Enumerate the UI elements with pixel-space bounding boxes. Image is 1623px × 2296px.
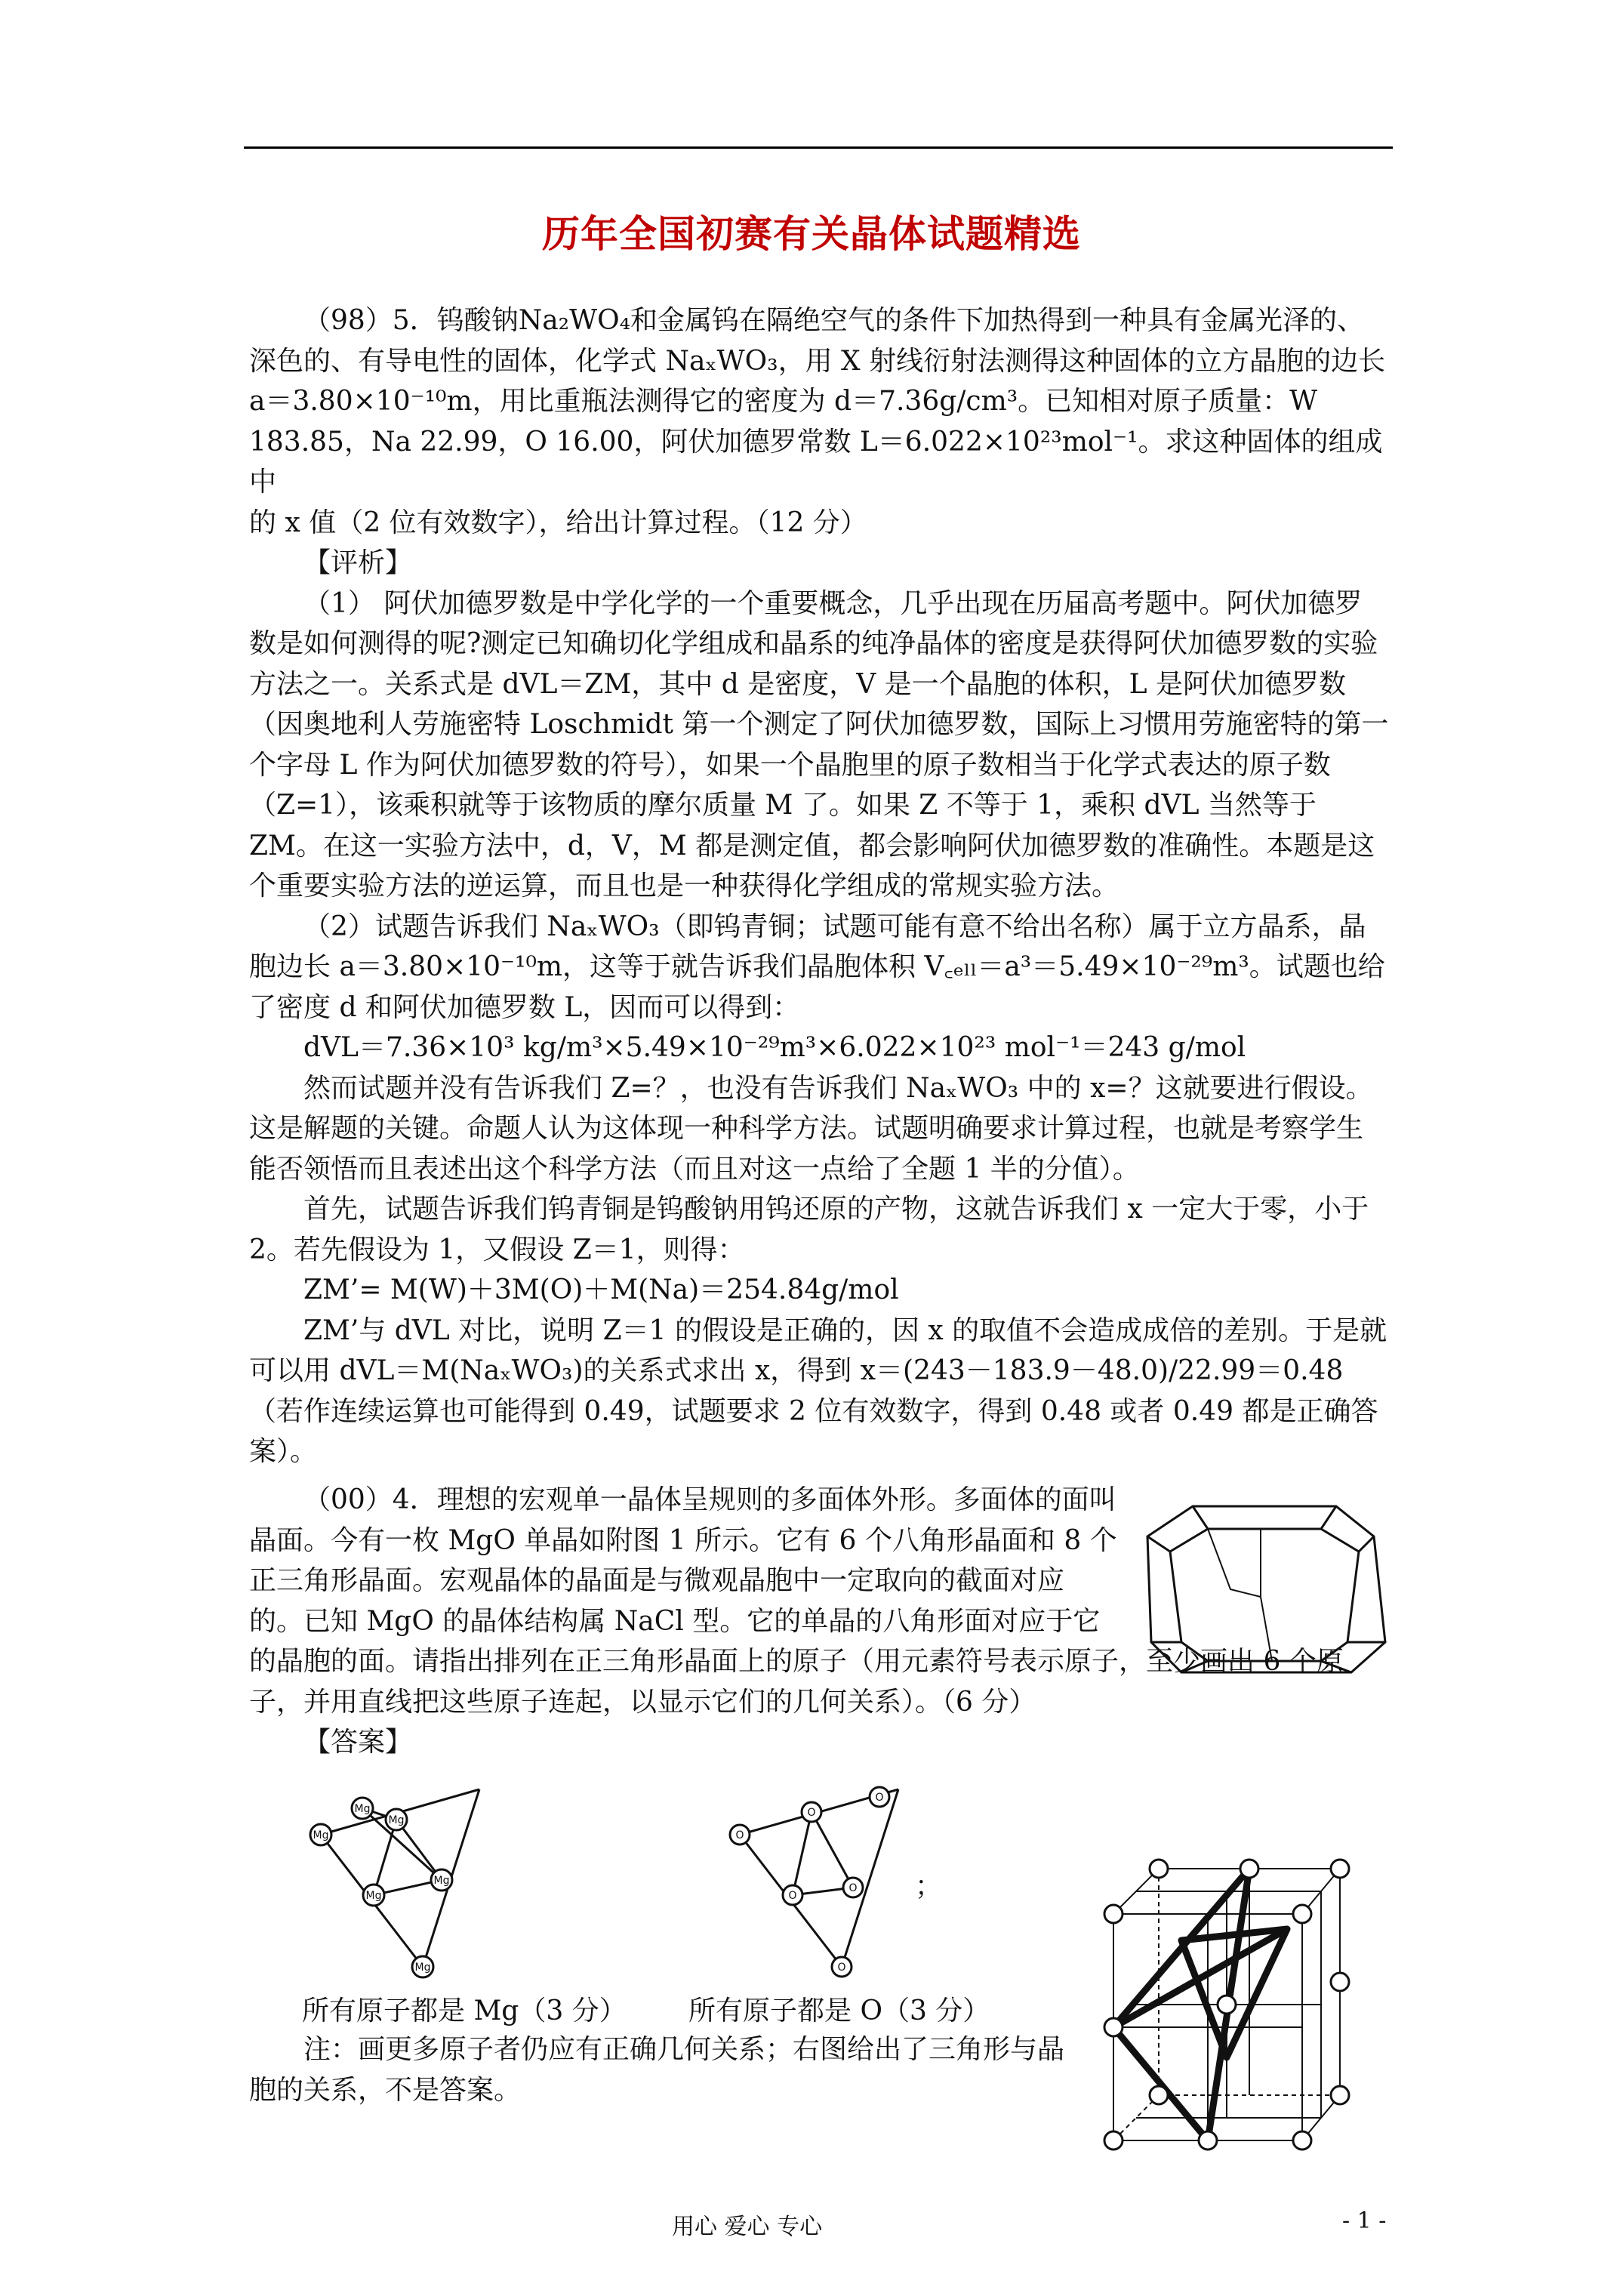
answer-mg-triangle — [291, 1782, 502, 1986]
mg-atom-label: Mg — [365, 1890, 382, 1902]
analysis-paragraph-4: 首先，试题告诉我们钨青铜是钨酸钠用钨还原的产物，这就告诉我们 x 一定大于零，小于 2。若先假设为 1，又假设 Z＝1，则得： — [249, 1194, 1369, 1265]
q00-text-cont: 的晶胞的面。请指出排列在正三角形晶面上的原子（用元素符号表示原子，至少画出 6 个原子，并用直线把这些原子连起，以显示它们的几何关系）。（6 分） — [249, 1646, 1344, 1718]
q98-line-1: （98）5．钨酸钠Na₂WO₄和金属钨在隔绝空气的条件下加热得到一种具有金属光泽的、 — [303, 305, 1365, 336]
q98-line-3: a＝3.80×10⁻¹⁰m，用比重瓶法测得它的密度为 d＝7.36g/cm³。已知相对原子质量：W — [249, 386, 1318, 417]
q98-line-2: 深色的、有导电性的固体，化学式 NaₓWO₃，用 X 射线衍射法测得这种固体的立方晶胞的边长 — [249, 345, 1386, 377]
analysis-paragraph-1: （1） 阿伏加德罗数是中学化学的一个重要概念，几乎出现在历届高考题中。阿伏加德罗数是如何测得的呢?测定已知确切化学组成和晶系的纯净晶体的密度是获得阿伏加德罗数的实验方法之一。关系式是 dVL＝ZM，其中 d 是密度，V 是一个晶胞的体积，L 是阿伏加德罗数（因奥地利人劳施密特 Loschmidt 第一个测定了阿伏加德罗数，国际上习惯用劳施密特的第一个字母 L 作为阿伏加德罗数的符号），如果一个晶胞里的原子数相当于化学式表达的原子数（Z=1），该乘积就等于该物质的摩尔质量 M 了。如果 Z 不等于 1，乘积 dVL 当然等于 ZM。在这一实验方法中，d，V，M 都是测定值，都会影响阿伏加德罗数的准确性。本题是这个重要实验方法的逆运算，而且也是一种获得化学组成的常规实验方法。 — [249, 587, 1389, 901]
question-98 — [249, 300, 1389, 1472]
answer-caption-mg: 所有原子都是 Mg（3 分） — [302, 1996, 627, 2026]
mgo-crystal-figure — [1140, 1491, 1389, 1680]
mg-atom-label: Mg — [313, 1829, 329, 1841]
analysis-equation-1: dVL＝7.36×10³ kg/m³×5.49×10⁻²⁹m³×6.022×10²³ mol⁻¹＝243 g/mol — [303, 1032, 1246, 1063]
mg-atom-label: Mg — [433, 1875, 450, 1887]
o-atom-label: O — [848, 1882, 858, 1894]
nacl-unit-cell-figure — [1098, 1846, 1363, 2163]
mg-atom-label: Mg — [388, 1814, 405, 1826]
header-rule — [244, 146, 1393, 149]
analysis-paragraph-2: （2）试题告诉我们 NaₓWO₃（即钨青铜；试题可能有意不给出名称）属于立方晶系，晶胞边长 a＝3.80×10⁻¹⁰m，这等于就告诉我们晶胞体积 V꜀ₑₗₗ＝a³＝5.49×10⁻²⁹m³。试题也给了密度 d 和阿伏加德罗数 L，因而可以得到： — [249, 911, 1385, 1023]
question-00 — [249, 1480, 1117, 1641]
footer-motto: 用心 爱心 专心 — [672, 2214, 823, 2240]
q00-text: （00）4．理想的宏观单一晶体呈规则的多面体外形。多面体的面叫晶面。今有一枚 MgO 单晶如附图 1 所示。它有 6 个八角形晶面和 8 个正三角形晶面。宏观晶体的晶面是与微观晶胞中一定取向的截面对应的。已知 MgO 的晶体结构属 NaCl 型。它的单晶的八角形面对应于它 — [249, 1484, 1117, 1637]
page-number: - 1 - — [1342, 2208, 1387, 2234]
mg-atom-label: Mg — [414, 1962, 431, 1974]
answer-separator: ； — [915, 1871, 943, 1902]
analysis-equation-2: ZM’= M(W)＋3M(O)＋M(Na)＝254.84g/mol — [303, 1274, 899, 1305]
answer-note-block — [249, 2029, 1087, 2110]
analysis-heading: 【评析】 — [303, 547, 413, 578]
answer-caption-o: 所有原子都是 O（3 分） — [688, 1996, 990, 2026]
analysis-paragraph-5: ZM’与 dVL 对比，说明 Z＝1 的假设是正确的，因 x 的取值不会造成成倍的差别。于是就可以用 dVL＝M(NaₓWO₃)的关系式求出 x，得到 x＝(243－183.9－48.0)/22.99＝0.48（若作连续运算也可能得到 0.49，试题要求 2 位有效数字，得到 0.48 或者 0.49 都是正确答案）。 — [249, 1314, 1387, 1467]
answer-note: 注：画更多原子者仍应有正确几何关系；右图给出了三角形与晶胞的关系，不是答案。 — [249, 2034, 1065, 2106]
mg-atom-label: Mg — [354, 1803, 371, 1815]
o-atom-label: O — [788, 1890, 797, 1902]
o-atom-label: O — [837, 1962, 846, 1974]
answer-heading: 【答案】 — [303, 1727, 413, 1758]
o-atom-label: O — [875, 1792, 884, 1804]
answer-o-triangle — [721, 1782, 917, 1986]
q98-line-5: 的 x 值（2 位有效数字），给出计算过程。（12 分） — [249, 507, 867, 538]
q98-line-4: 183.85，Na 22.99，O 16.00，阿伏加德罗常数 L＝6.022×10²³mol⁻¹。求这种固体的组成中 — [249, 426, 1383, 498]
o-atom-label: O — [735, 1829, 744, 1841]
page-title: 历年全国初赛有关晶体试题精选 — [542, 211, 1081, 256]
o-atom-label: O — [807, 1807, 816, 1819]
analysis-paragraph-3: 然而试题并没有告诉我们 Z=？，也没有告诉我们 NaₓWO₃ 中的 x=？这就要进行假设。这是解题的关键。命题人认为这体现一种科学方法。试题明确要求计算过程，也就是考察学生能否领悟而且表述出这个科学方法（而且对这一点给了全题 1 半的分值）。 — [249, 1072, 1373, 1185]
